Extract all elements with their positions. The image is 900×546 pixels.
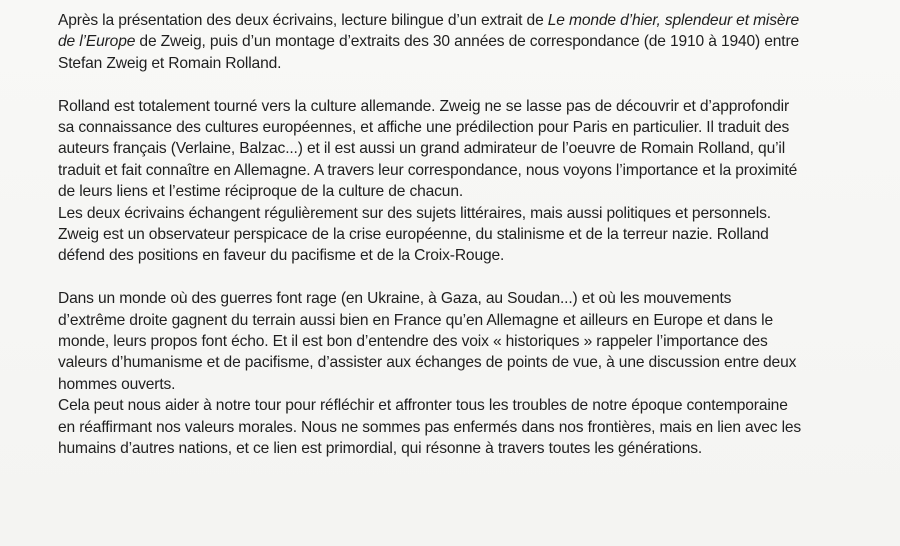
line: humains d’autres nations, et ce lien est primordial, qui résonne à travers toutes les générations. [58, 440, 703, 458]
line: défend des positions en faveur du pacifisme et de la Croix-Rouge. [58, 247, 505, 265]
text-run: de Zweig, puis d’un montage d’extraits des 30 années de correspondance (de 1910 à 1940) entre [135, 33, 800, 51]
book-title-part-2: de l’Europe [58, 33, 136, 51]
line: de leurs liens et l’estime réciproque de la culture de chacun. [58, 183, 464, 201]
line: en réaffirmant nos valeurs morales. Nous ne sommes pas enfermés dans nos frontières, mais en lien avec les [58, 418, 802, 436]
line [58, 10, 873, 31]
line: Rolland est totalement tourné vers la culture allemande. Zweig ne se lasse pas de découvrir et d’approfondir [58, 97, 789, 115]
line: monde, leurs propos font écho. Et il est bon d’entendre des voix « historiques » rappeler l’importance des [58, 333, 768, 351]
paragraph-spacer [58, 267, 873, 288]
paragraph-spacer [58, 74, 873, 95]
line: Stefan Zweig et Romain Rolland. [58, 54, 282, 72]
line: hommes ouverts. [58, 375, 176, 393]
line: valeurs d’humanisme et de pacifisme, d’assister aux échanges de points de vue, à une discussion entre deux [58, 354, 797, 372]
line: Cela peut nous aider à notre tour pour réfléchir et affronter tous les troubles de notre époque contemporaine [58, 397, 788, 415]
paragraph-rolland-zweig [58, 96, 873, 203]
paragraph-context [58, 288, 873, 395]
line: auteurs français (Verlaine, Balzac...) et il est aussi un grand admirateur de l’oeuvre de Romain Rolland, qu’il [58, 140, 786, 158]
line: traduit et fait connaître en Allemagne. A travers leur correspondance, nous voyons l’importance et la proximité [58, 161, 798, 179]
text-run: Après la présentation des deux écrivains, lecture bilingue d’un extrait de [58, 12, 548, 29]
paragraph-exchanges [58, 203, 873, 267]
line: Les deux écrivains échangent régulièrement sur des sujets littéraires, mais aussi politiques et personnels. [58, 204, 771, 222]
article-text [58, 10, 873, 460]
paragraph-conclusion [58, 395, 873, 459]
line: d’extrême droite gagnent du terrain aussi bien en France qu’en Allemagne et ailleurs en Europe et dans le [58, 311, 774, 329]
book-title-part-1: Le monde d’hier, splendeur et misère [547, 12, 799, 29]
line [58, 31, 873, 52]
paragraph-intro [58, 10, 873, 74]
line: Zweig est un observateur perspicace de la crise européenne, du stalinisme et de la terreur nazie. Rolland [58, 226, 769, 244]
line: sa connaissance des cultures européennes, et affiche une prédilection pour Paris en particulier. Il traduit des [58, 119, 790, 137]
line: Dans un monde où des guerres font rage (en Ukraine, à Gaza, au Soudan...) et où les mouvements [58, 290, 732, 308]
